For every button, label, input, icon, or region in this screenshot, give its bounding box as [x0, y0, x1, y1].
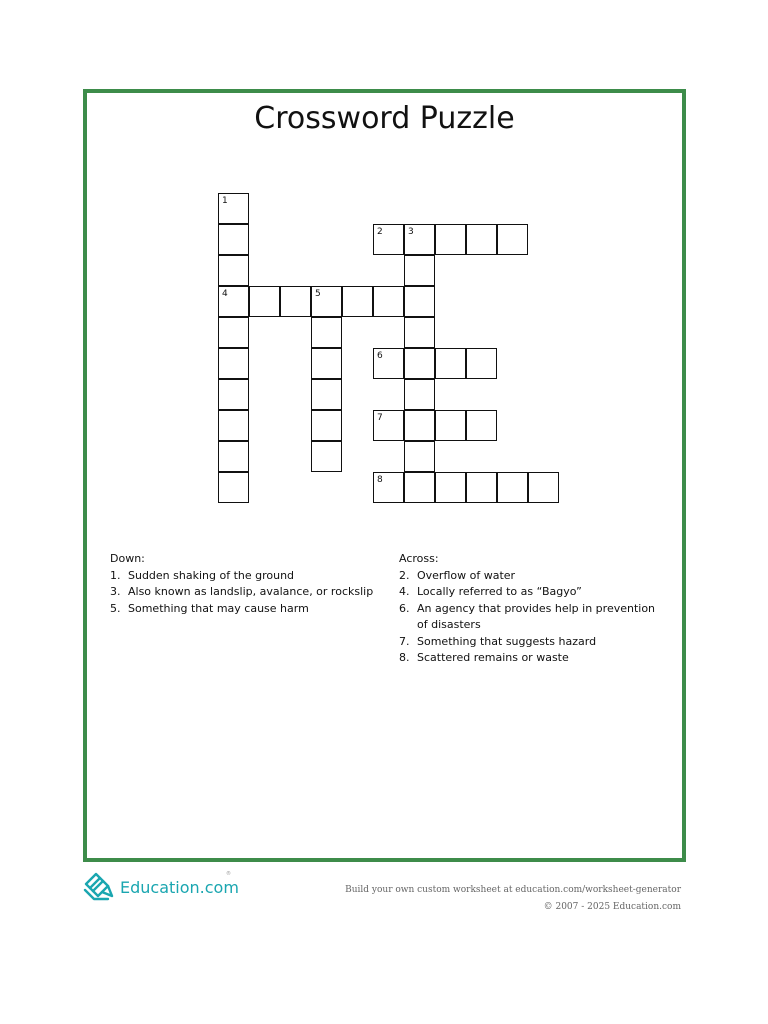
crossword-cell[interactable]: [466, 348, 497, 379]
crossword-cell[interactable]: [435, 410, 466, 441]
crossword-cell[interactable]: [342, 286, 373, 317]
trademark-mark: ®: [226, 871, 231, 877]
down-clue-list: [110, 568, 380, 618]
crossword-cell[interactable]: [373, 224, 404, 255]
page-title: Crossword Puzzle: [254, 101, 515, 136]
crossword-cell[interactable]: [373, 410, 404, 441]
copyright-text: © 2007 - 2025 Education.com: [543, 902, 681, 912]
clue-item-text: Something that suggests hazard: [417, 634, 597, 648]
crossword-cell[interactable]: [404, 379, 435, 410]
crossword-cell[interactable]: [218, 441, 249, 472]
clue-number: 7: [377, 413, 383, 423]
crossword-cell[interactable]: [218, 224, 249, 255]
crossword-cell[interactable]: [373, 472, 404, 503]
clue-item-text: Scattered remains or waste: [417, 651, 569, 664]
crossword-cell[interactable]: [218, 472, 249, 503]
generator-link-text[interactable]: Build your own custom worksheet at education.com/worksheet-generator: [345, 885, 681, 895]
brand-name: Education.com: [120, 877, 239, 897]
clue-item-number: 1.: [110, 568, 121, 582]
crossword-cell[interactable]: [435, 348, 466, 379]
clue-item: [399, 584, 669, 601]
crossword-cell[interactable]: [311, 441, 342, 472]
crossword-cell[interactable]: [218, 410, 249, 441]
clue-number: 2: [377, 227, 383, 237]
clue-item-number: 4.: [399, 585, 410, 598]
clue-item: [110, 601, 380, 618]
worksheet-frame: [83, 89, 686, 862]
crossword-cell[interactable]: [218, 255, 249, 286]
crossword-cell[interactable]: [311, 410, 342, 441]
crossword-cell[interactable]: [435, 472, 466, 503]
crossword-cell[interactable]: [404, 255, 435, 286]
clue-number: 5: [315, 289, 321, 299]
crossword-cell[interactable]: [466, 224, 497, 255]
crossword-cell[interactable]: [404, 410, 435, 441]
crossword-cell[interactable]: [218, 379, 249, 410]
crossword-cell[interactable]: [528, 472, 559, 503]
crossword-cell[interactable]: [249, 286, 280, 317]
across-clue-list: [399, 568, 669, 667]
clue-item-text: Sudden shaking of the ground: [128, 568, 295, 582]
footer-info: [345, 882, 681, 916]
crossword-cell[interactable]: [404, 317, 435, 348]
clue-item: [110, 584, 380, 601]
clue-number: 1: [222, 196, 228, 206]
crossword-cell[interactable]: [218, 286, 249, 317]
clue-item-text: Locally referred to as “Bagyo”: [417, 585, 582, 598]
clue-item-text: Overflow of water: [417, 568, 516, 582]
clue-item-text: An agency that provides help in prevention of disasters: [417, 601, 656, 631]
clue-number: 3: [408, 227, 414, 237]
crossword-cell[interactable]: [311, 379, 342, 410]
crossword-cell[interactable]: [404, 348, 435, 379]
education-logo[interactable]: [82, 870, 239, 904]
crossword-cell[interactable]: [404, 472, 435, 503]
clue-item-text: Also known as landslip, avalance, or rockslip: [128, 585, 374, 598]
crossword-cell[interactable]: [311, 348, 342, 379]
clue-item: [399, 601, 669, 634]
crossword-cell[interactable]: [497, 472, 528, 503]
clue-item: [399, 650, 669, 667]
pencil-stack-icon: [82, 868, 116, 906]
crossword-cell[interactable]: [435, 224, 466, 255]
down-clues: [110, 551, 380, 617]
clue-item-number: 3.: [110, 585, 121, 598]
clue-number: 6: [377, 351, 383, 361]
crossword-cell[interactable]: [311, 317, 342, 348]
clue-item: [399, 634, 669, 651]
clue-number: 8: [377, 475, 383, 485]
crossword-cell[interactable]: [404, 286, 435, 317]
clue-item-number: 2.: [399, 568, 410, 582]
clue-item-number: 7.: [399, 634, 410, 648]
crossword-cell[interactable]: [280, 286, 311, 317]
crossword-cell[interactable]: [404, 441, 435, 472]
clue-item: [110, 568, 380, 585]
crossword-cell[interactable]: [497, 224, 528, 255]
clue-item-text: Something that may cause harm: [128, 601, 309, 615]
across-heading: Across:: [399, 552, 439, 565]
crossword-grid: [87, 93, 682, 858]
crossword-cell[interactable]: [373, 286, 404, 317]
clue-item: [399, 568, 669, 585]
down-heading: Down:: [110, 552, 145, 565]
crossword-cell[interactable]: [218, 348, 249, 379]
clue-item-number: 8.: [399, 651, 410, 664]
crossword-cell[interactable]: [311, 286, 342, 317]
crossword-cell[interactable]: [373, 348, 404, 379]
across-clues: [399, 551, 669, 667]
clue-item-number: 6.: [399, 601, 410, 615]
crossword-cell[interactable]: [466, 410, 497, 441]
crossword-cell[interactable]: [218, 317, 249, 348]
clue-number: 4: [222, 289, 228, 299]
crossword-cell[interactable]: [466, 472, 497, 503]
clue-item-number: 5.: [110, 601, 121, 615]
crossword-cell[interactable]: [218, 193, 249, 224]
crossword-cell[interactable]: [404, 224, 435, 255]
